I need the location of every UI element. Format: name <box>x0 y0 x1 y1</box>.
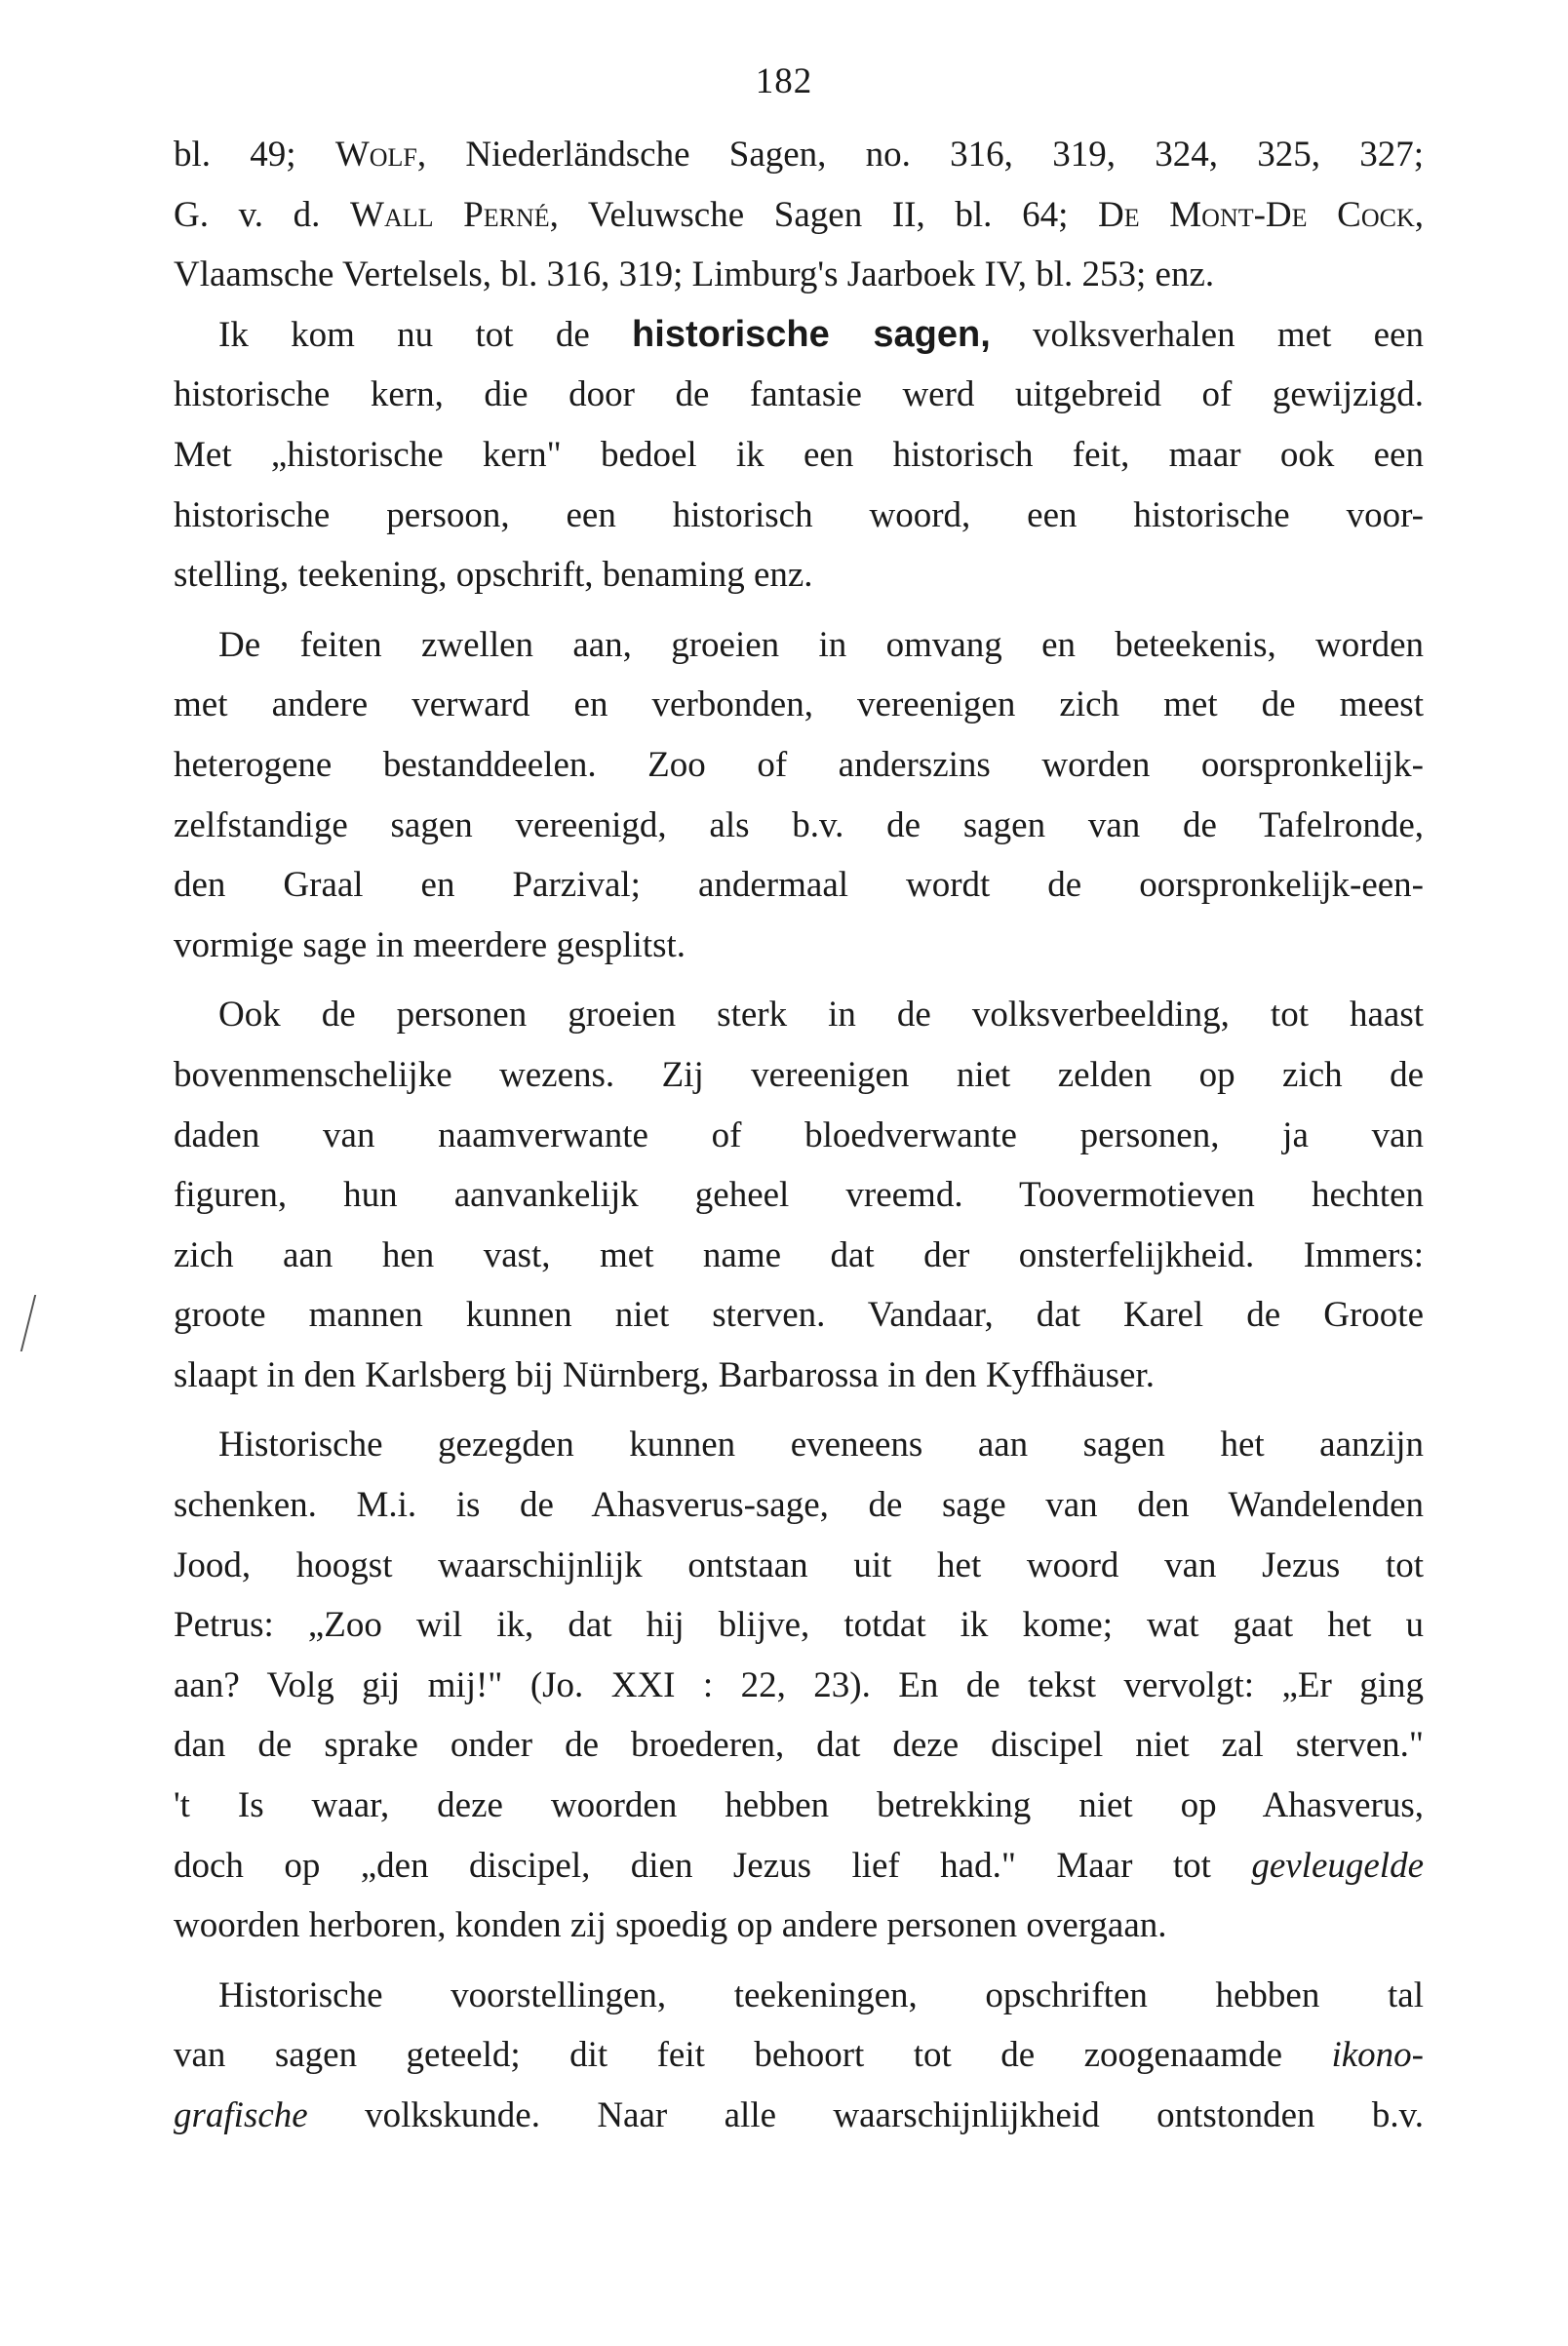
text-segment: G. v. d. <box>174 194 351 235</box>
text-line <box>174 486 1424 546</box>
text-segment: bovenmenschelijke wezens. Zij vereenigen niet zelden op zich de <box>174 1054 1424 1095</box>
text-segment: Petrus: „Zoo wil ik, dat hij blijve, totdat ik kome; wat gaat het u <box>174 1605 1424 1646</box>
text-segment: De feiten zwellen aan, groeien in omvang en beteekenis, worden <box>218 624 1424 665</box>
text-segment: slaapt in den Karlsberg bij Nürnberg, Barbarossa in den Kyffhäuser. <box>174 1354 1155 1395</box>
text-segment: Jood, hoogst waarschijnlijk ontstaan uit het woord van Jezus tot <box>174 1544 1424 1585</box>
text-segment: dan de sprake onder de broederen, dat deze discipel niet zal sterven." <box>174 1725 1424 1766</box>
bold-term: historische sagen, <box>632 313 991 355</box>
text-line <box>174 916 1424 976</box>
text-segment: volkskunde. Naar alle waarschijnlijkheid ontstonden b.v. <box>307 2095 1424 2135</box>
text-segment: den Graal en Parzival; andermaal wordt de oorspronkelijk-een- <box>174 865 1424 906</box>
text-line <box>174 985 1424 1045</box>
text-line <box>174 1475 1424 1536</box>
text-segment: stelling, teekening, opschrift, benaming enz. <box>174 555 813 596</box>
text-segment: historische persoon, een historisch woord, een historische voor- <box>174 494 1424 535</box>
text-line <box>174 1165 1424 1226</box>
italic-term: grafische <box>174 2095 308 2135</box>
text-line <box>174 1966 1424 2026</box>
text-line <box>174 245 1424 305</box>
text-segment: , Veluwsche Sagen II, bl. 64; <box>549 194 1099 235</box>
text-line <box>174 1415 1424 1475</box>
author-name: Wolf <box>334 135 417 175</box>
italic-term: gevleugelde <box>1251 1845 1424 1886</box>
text-line <box>174 675 1424 735</box>
text-segment: daden van naamverwante of bloedverwante personen, ja van <box>174 1114 1424 1155</box>
text-line <box>174 1106 1424 1166</box>
text-line <box>174 545 1424 606</box>
text-segment: doch op „den discipel, dien Jezus lief had." Maar tot <box>174 1845 1252 1886</box>
text-line <box>174 185 1424 246</box>
text-segment: historische kern, die door de fantasie werd uitgebreid of gewijzigd. <box>174 374 1424 415</box>
text-segment: Historische voorstellingen, teekeningen, opschriften hebben tal <box>218 1975 1424 2015</box>
margin-pencil-mark <box>20 1295 42 1351</box>
text-line <box>174 1896 1424 1956</box>
text-line <box>174 1776 1424 1836</box>
text-line <box>174 1536 1424 1596</box>
italic-term: ikono- <box>1331 2035 1424 2076</box>
text-segment: met andere verward en verbonden, vereenigen zich met de meest <box>174 684 1424 725</box>
body-text <box>174 125 1424 2146</box>
text-segment: aan? Volg gij mij!" (Jo. XXI : 22, 23). En de tekst vervolgt: „Er ging <box>174 1664 1424 1705</box>
text-line <box>174 796 1424 856</box>
text-line <box>174 1226 1424 1286</box>
text-segment: Ik kom nu tot de <box>218 314 633 355</box>
text-line <box>174 365 1424 425</box>
text-segment: Ook de personen groeien sterk in de volksverbeelding, tot haast <box>218 995 1424 1036</box>
text-segment: bl. 49; <box>174 135 335 175</box>
text-segment: figuren, hun aanvankelijk geheel vreemd. Toovermotieven hechten <box>174 1175 1424 1216</box>
text-segment: Vlaamsche Vertelsels, bl. 316, 319; Limburg's Jaarboek IV, bl. 253; enz. <box>174 254 1215 295</box>
page-number: 182 <box>755 61 813 101</box>
text-segment: volksverhalen met een <box>990 314 1425 355</box>
text-segment: schenken. M.i. is de Ahasverus-sage, de sage van den Wandelenden <box>174 1485 1424 1526</box>
text-segment: van sagen geteeld; dit feit behoort tot de zoogenaamde <box>174 2035 1332 2076</box>
text-line <box>174 2025 1424 2086</box>
text-line <box>174 1595 1424 1656</box>
text-line <box>174 1715 1424 1776</box>
text-line <box>174 1656 1424 1716</box>
text-segment: heterogene bestanddeelen. Zoo of anderszins worden oorspronkelijk- <box>174 744 1424 785</box>
text-line <box>174 735 1424 796</box>
text-line <box>174 1045 1424 1106</box>
text-segment: zich aan hen vast, met name dat der onsterfelijkheid. Immers: <box>174 1234 1424 1275</box>
author-name: De Mont-De Cock <box>1098 194 1415 235</box>
text-segment: Met „historische kern" bedoel ik een historisch feit, maar ook een <box>174 434 1424 475</box>
text-line <box>174 2086 1424 2146</box>
text-line <box>174 125 1424 185</box>
text-line <box>174 855 1424 916</box>
text-line <box>174 425 1424 486</box>
text-segment: , <box>1414 194 1424 235</box>
text-line <box>174 1346 1424 1406</box>
text-line <box>174 305 1424 366</box>
text-line <box>174 1285 1424 1346</box>
text-line <box>174 1836 1424 1896</box>
text-segment: zelfstandige sagen vereenigd, als b.v. de sagen van de Tafelronde, <box>174 804 1424 845</box>
text-segment: groote mannen kunnen niet sterven. Vandaar, dat Karel de Groote <box>174 1295 1424 1336</box>
author-name: Wall Perné <box>350 194 550 235</box>
text-segment: woorden herboren, konden zij spoedig op andere personen overgaan. <box>174 1905 1167 1946</box>
text-segment: 't Is waar, deze woorden hebben betrekking niet op Ahasverus, <box>174 1785 1424 1826</box>
text-segment: Historische gezegden kunnen eveneens aan sagen het aanzijn <box>218 1425 1424 1466</box>
text-line <box>174 615 1424 676</box>
text-segment: , Niederländsche Sagen, no. 316, 319, 324, 325, 327; <box>416 135 1424 175</box>
text-segment: vormige sage in meerdere gesplitst. <box>174 924 686 965</box>
